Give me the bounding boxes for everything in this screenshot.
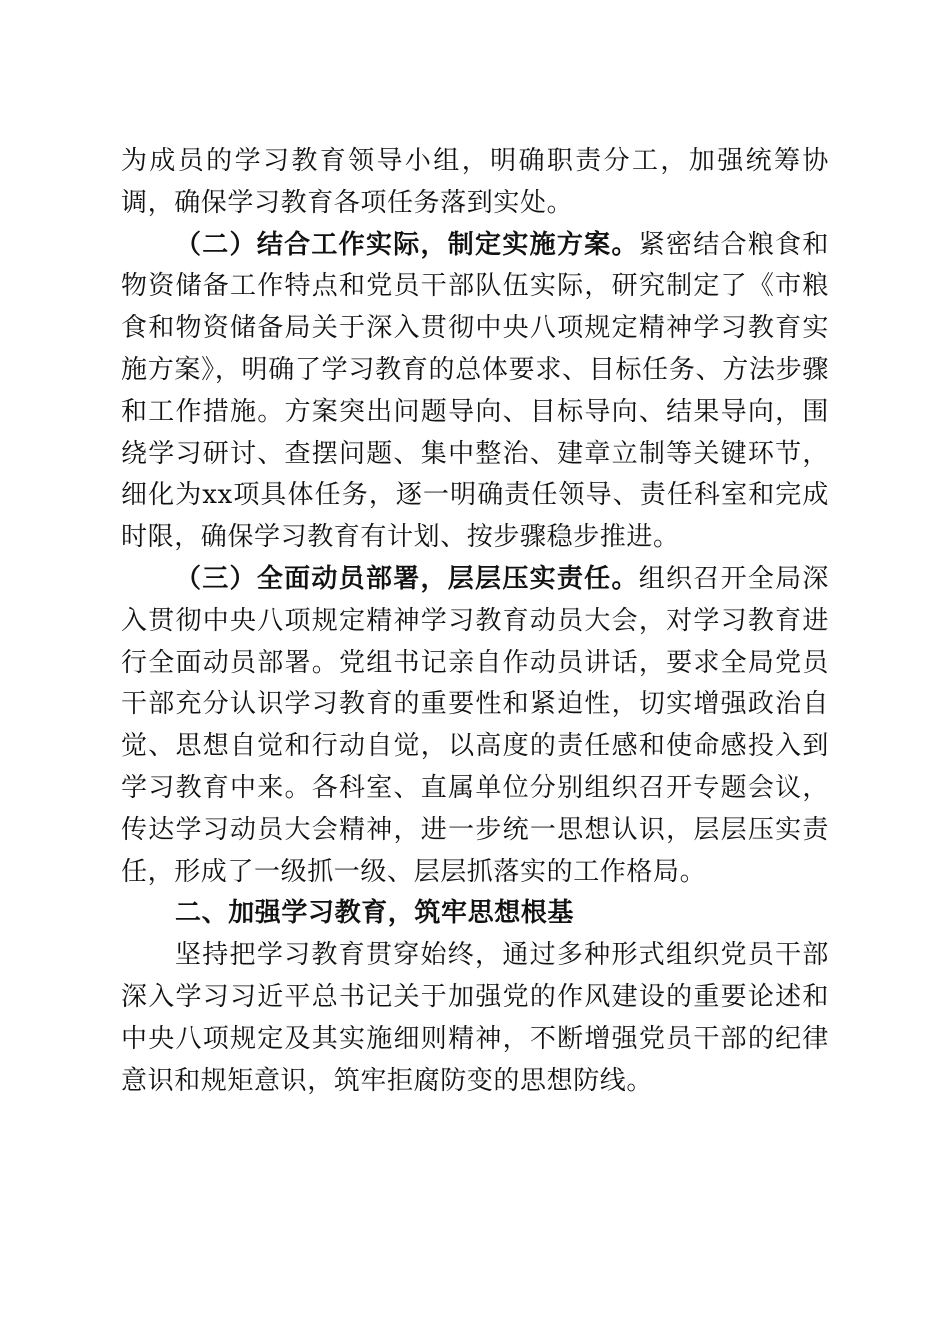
section-heading: 二、加强学习教育，筑牢思想根基 [175,898,575,929]
paragraph-lead: （三）全面动员部署，层层压实责任。 [175,563,639,594]
paragraph-text: 为成员的学习教育领导小组，明确职责分工，加强统筹协调，确保学习教育各项任务落到实处。 [121,146,829,218]
paragraph-text: 紧密结合粮食和物资储备工作特点和党员干部队伍实际，研究制定了《市粮食和物资储备局关于深入贯彻中央八项规定精神学习教育实施方案》，明确了学习教育的总体要求、目标任务、方法步骤和工作措施。方案突出问题导向、目标导向、结果导向，围绕学习研讨、查摆问题、集中整治、建章立制等关键环节，细化为xx项具体任务，逐一明确责任领导、责任科室和完成时限，确保学习教育有计划、按步骤稳步推进。 [121,229,830,553]
paragraph-continued [121,141,829,225]
paragraph-lead: （二）结合工作实际，制定实施方案。 [175,229,639,260]
paragraph-mobilization [121,559,829,893]
paragraph-text: 组织召开全局深入贯彻中央八项规定精神学习教育动员大会，对学习教育进行全面动员部署。党组书记亲自作动员讲话，要求全局党员干部充分认识学习教育的重要性和紧迫性，切实增强政治自觉、思想自觉和行动自觉，以高度的责任感和使命感投入到学习教育中来。各科室、直属单位分别组织召开专题会议，传达学习动员大会精神，进一步统一思想认识，层层压实责任，形成了一级抓一级、层层抓落实的工作格局。 [121,563,830,887]
paragraph-implementation-plan [121,225,829,559]
paragraph-study-education [121,935,829,1102]
paragraph-text: 坚持把学习教育贯穿始终，通过多种形式组织党员干部深入学习习近平总书记关于加强党的作风建设的重要论述和中央八项规定及其实施细则精神，不断增强党员干部的纪律意识和规矩意识，筑牢拒腐防变的思想防线。 [121,940,829,1096]
document-body [121,141,829,1102]
